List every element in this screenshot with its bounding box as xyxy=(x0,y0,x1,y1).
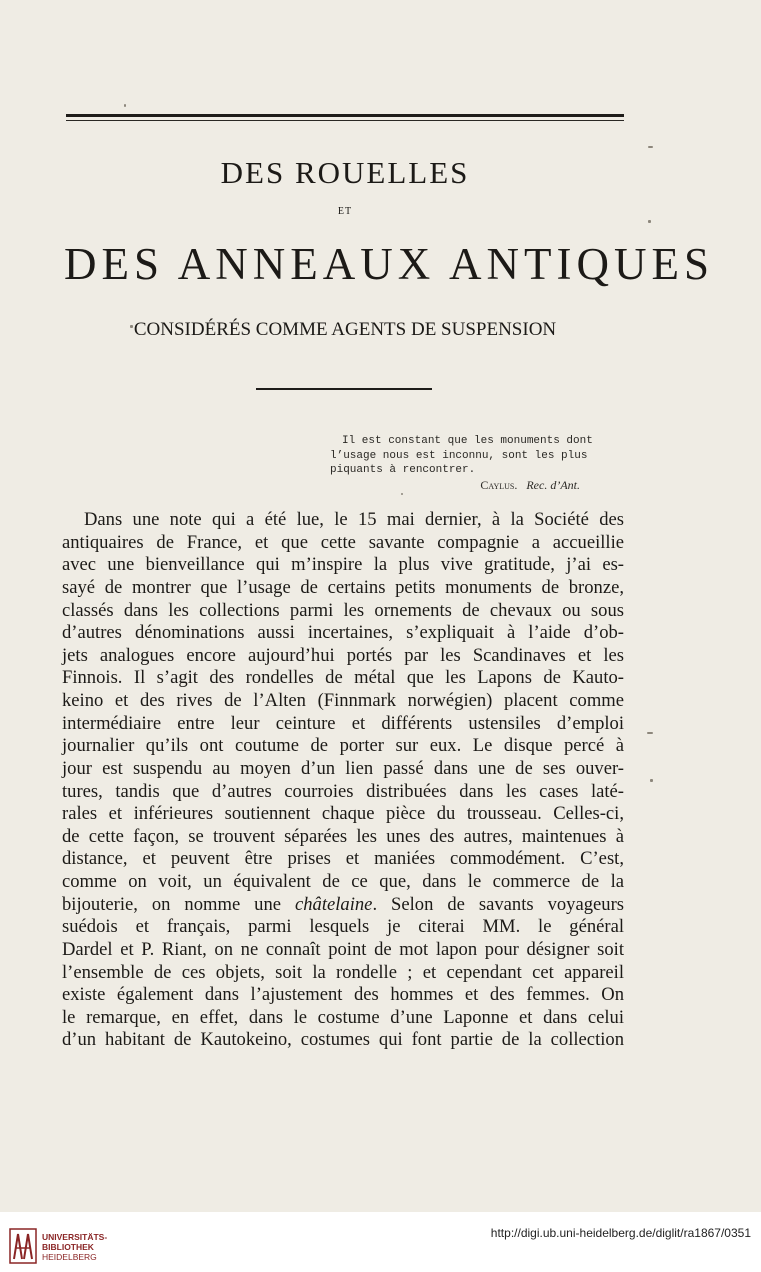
epigraph-line: piquants à rencontrer. xyxy=(330,464,476,476)
body-line: antiquaires de France, et que cette savante compagnie a accueillie xyxy=(62,531,624,553)
epigraph-attribution xyxy=(330,478,598,493)
body-line: keino et des rives de l’Alten (Finnmark norwégien) placent comme xyxy=(62,690,624,711)
paper-speck xyxy=(401,493,403,495)
body-line: jour est suspendu au moyen d’un lien passé dans une de ses ouver- xyxy=(62,757,624,779)
paper-speck xyxy=(648,220,651,223)
body-italic-term: châtelaine xyxy=(294,893,373,915)
epigraph xyxy=(330,434,598,492)
body-paragraph xyxy=(62,509,624,1052)
body-line: classés dans les collections parmi les ornements de chevaux ou sous xyxy=(62,599,624,621)
source-url-link[interactable]: http://digi.ub.uni-heidelberg.de/diglit/ra1867/0351 xyxy=(490,1226,751,1240)
epigraph-source: Rec. d’Ant. xyxy=(526,477,580,492)
paper-speck xyxy=(130,325,133,328)
body-line: d’un habitant de Kautokeino, costumes qui font partie de la collection xyxy=(62,1029,624,1051)
body-line: comme on voit, un équivalent de ce que, dans le commerce de la xyxy=(62,871,624,892)
body-line: Finnois. Il s’agit des rondelles de métal que les Lapons de Kauto- xyxy=(62,667,624,689)
body-line: suédois et français, parmi lesquels je citerai MM. le général xyxy=(62,916,624,938)
body-line: Dans une note qui a été lue, le 15 mai dernier, à la Société des xyxy=(84,509,624,530)
body-line: l’ensemble de ces objets, soit la rondelle ; et cependant cet appareil xyxy=(62,961,624,983)
body-line: distance, et peuvent être prises et maniées commodément. C’est, xyxy=(62,848,624,870)
body-line-head: bijouterie, on nomme une xyxy=(62,893,282,915)
library-name xyxy=(42,1232,107,1262)
body-line: d’autres dénominations aussi incertaines, s’expliquait à l’aide d’ob- xyxy=(62,622,624,644)
body-line: existe également dans l’ajustement des hommes et des femmes. On xyxy=(62,984,624,1006)
paper-speck xyxy=(124,104,126,107)
epigraph-author: Caylus. xyxy=(480,477,518,492)
library-logo-icon xyxy=(8,1226,38,1266)
header-rule-thick xyxy=(66,114,624,117)
title-sub: DES ANNEAUX ANTIQUES xyxy=(64,239,714,289)
body-line: jets analogues encore aujourd’hui portés par les Scandinaves et les xyxy=(62,644,624,666)
body-line: rales et inférieures soutiennent chaque pièce du trousseau. Celles-ci, xyxy=(62,803,624,825)
paper-speck xyxy=(648,146,653,148)
title-subtitle: CONSIDÉRÉS COMME AGENTS DE SUSPENSION xyxy=(133,319,557,340)
library-name-line3: HEIDELBERG xyxy=(42,1252,97,1262)
header-rule-thin xyxy=(66,120,624,121)
library-name-line2: BIBLIOTHEK xyxy=(42,1242,94,1252)
paper-speck xyxy=(650,779,653,782)
body-line: intermédiaire entre leur ceinture et différents ustensiles d’emploi xyxy=(62,712,624,734)
body-line: le remarque, en effet, dans le costume d’une Laponne et dans celui xyxy=(62,1006,624,1028)
library-name-line1: UNIVERSITÄTS- xyxy=(42,1232,108,1242)
epigraph-line: Il est constant que les monuments dont xyxy=(342,435,593,447)
body-line: tures, tandis que d’autres courroies distribuées dans les cases laté- xyxy=(62,780,624,802)
paper-speck xyxy=(647,732,653,734)
title-main: DES ROUELLES xyxy=(220,155,470,190)
body-line: Dardel et P. Riant, on ne connaît point de mot lapon pour désigner soit xyxy=(62,938,624,960)
title-connector: ET xyxy=(337,206,353,217)
footer-bar xyxy=(0,1212,761,1272)
body-line: journalier qu’ils ont coutume de porter sur eux. Le disque percé à xyxy=(62,735,624,757)
body-line: de cette façon, se trouvent séparées les unes des autres, maintenues à xyxy=(62,825,624,847)
body-line-mixed xyxy=(62,894,624,917)
body-line-tail: . Selon de savants voyageurs xyxy=(372,893,624,915)
body-line: avec une bienveillance qui m’inspire la plus vive gratitude, j’ai es- xyxy=(62,554,624,576)
epigraph-line: l’usage nous est inconnu, sont les plus xyxy=(330,449,588,462)
title-separator-rule xyxy=(256,388,432,390)
body-line: sayé de montrer que l’usage de certains petits monuments de bronze, xyxy=(62,576,624,598)
